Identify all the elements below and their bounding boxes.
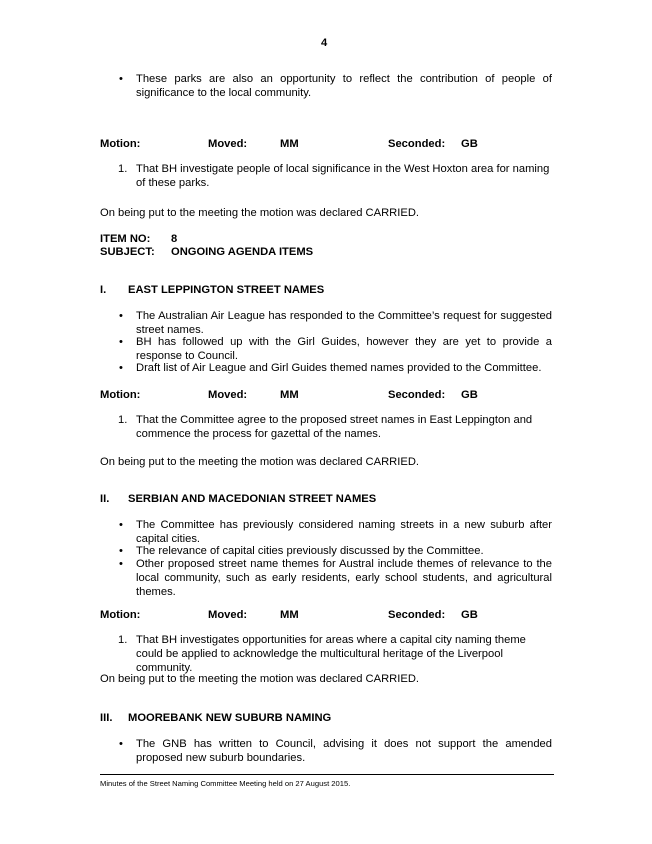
motion-number: 1. — [118, 634, 128, 646]
motion-outcome: On being put to the meeting the motion was declared CARRIED. — [100, 456, 420, 468]
seconded-label: Seconded: — [388, 609, 446, 621]
section3-bullet-text: The GNB has written to Council, advising it does not support the amended proposed new suburb boundaries. — [136, 738, 552, 764]
motion-label: Motion: — [100, 609, 141, 621]
footer-divider — [100, 774, 554, 775]
moved-label: Moved: — [208, 138, 248, 150]
motion-row-1 — [100, 137, 552, 151]
motion-text: That BH investigates opportunities for areas where a capital city naming theme could be applied to acknowledge the multicultural heritage of the Liverpool community. — [136, 634, 526, 674]
section1-bullet-text: Draft list of Air League and Girl Guides themed names provided to the Committee. — [136, 362, 542, 374]
page-number: 4 — [321, 37, 328, 49]
motion-label: Motion: — [100, 138, 141, 150]
intro-bullet-text: These parks are also an opportunity to reflect the contribution of people of significance to the local community. — [136, 73, 552, 99]
subject-label: SUBJECT: — [100, 246, 155, 258]
bullet-icon: • — [119, 558, 123, 570]
section2-bullet-text: The Committee has previously considered naming streets in a new suburb after capital cities. — [136, 519, 552, 545]
motion-outcome: On being put to the meeting the motion was declared CARRIED. — [100, 207, 420, 219]
section-numeral: III. — [100, 712, 113, 724]
seconded-by: GB — [461, 138, 478, 150]
item-no-label: ITEM NO: — [100, 233, 151, 245]
moved-by: MM — [280, 389, 299, 401]
bullet-icon: • — [119, 362, 123, 374]
moved-label: Moved: — [208, 609, 248, 621]
section-title: EAST LEPPINGTON STREET NAMES — [128, 284, 325, 296]
bullet-icon: • — [119, 336, 123, 348]
motion-outcome: On being put to the meeting the motion was declared CARRIED. — [100, 673, 420, 685]
motion-text: That the Committee agree to the proposed street names in East Leppington and commence the process for gazettal of the names. — [136, 414, 533, 440]
seconded-by: GB — [461, 609, 478, 621]
section1-bullet-text: The Australian Air League has responded to the Committee’s request for suggested street names. — [136, 310, 552, 336]
bullet-icon: • — [119, 519, 123, 531]
bullet-icon: • — [119, 545, 123, 557]
motion-row-2 — [100, 388, 552, 402]
section-title: SERBIAN AND MACEDONIAN STREET NAMES — [128, 493, 377, 505]
item-no-value: 8 — [171, 233, 178, 245]
seconded-by: GB — [461, 389, 478, 401]
moved-by: MM — [280, 138, 299, 150]
bullet-icon: • — [119, 310, 123, 322]
motion-label: Motion: — [100, 389, 141, 401]
seconded-label: Seconded: — [388, 389, 446, 401]
section2-bullet-text: The relevance of capital cities previously discussed by the Committee. — [136, 545, 484, 557]
motion-number: 1. — [118, 414, 128, 426]
section2-bullet-text: Other proposed street name themes for Austral include themes of relevance to the local community, such as early residents, early school students, and agricultural themes. — [136, 558, 552, 598]
motion-number: 1. — [118, 163, 128, 175]
section-title: MOOREBANK NEW SUBURB NAMING — [128, 712, 332, 724]
bullet-icon: • — [119, 738, 123, 750]
bullet-icon: • — [119, 73, 123, 85]
section-numeral: I. — [100, 284, 107, 296]
page-footer: Minutes of the Street Naming Committee Meeting held on 27 August 2015. — [100, 779, 351, 788]
moved-label: Moved: — [208, 389, 248, 401]
seconded-label: Seconded: — [388, 138, 446, 150]
moved-by: MM — [280, 609, 299, 621]
section1-bullet-text: BH has followed up with the Girl Guides, however they are yet to provide a response to Council. — [136, 336, 552, 362]
section-numeral: II. — [100, 493, 110, 505]
subject-value: ONGOING AGENDA ITEMS — [171, 246, 314, 258]
motion-text: That BH investigate people of local significance in the West Hoxton area for naming of these parks. — [136, 163, 550, 189]
motion-row-3 — [100, 608, 552, 622]
